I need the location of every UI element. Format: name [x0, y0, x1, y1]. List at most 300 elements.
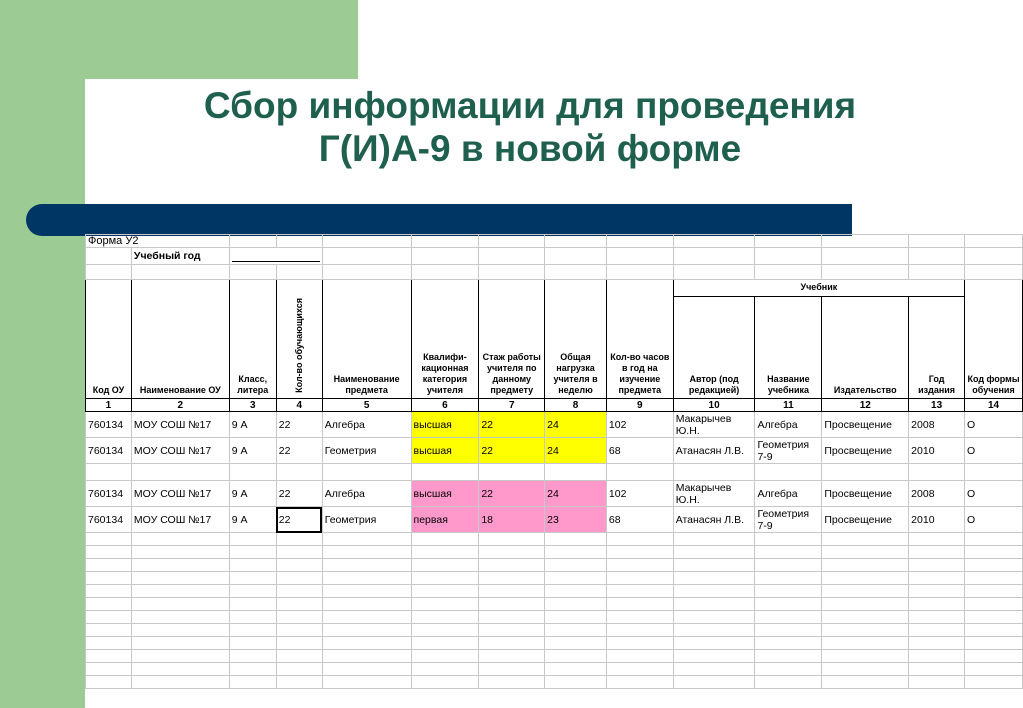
empty-cell[interactable] [606, 585, 673, 598]
empty-cell[interactable] [545, 546, 607, 559]
empty-cell[interactable] [229, 663, 276, 676]
cell-nagruzka[interactable]: 24 [545, 481, 607, 507]
slide-title [100, 84, 960, 170]
empty-cell[interactable] [86, 585, 132, 598]
empty-cell[interactable] [606, 611, 673, 624]
empty-cell[interactable] [479, 611, 545, 624]
header-klass: Класс, литера [229, 280, 276, 399]
cell-izdatelstvo[interactable]: Просвещение [822, 481, 909, 507]
empty-cell[interactable] [545, 585, 607, 598]
header-row-1 [86, 280, 1023, 297]
empty-cell[interactable] [322, 637, 411, 650]
empty-row [86, 598, 1023, 611]
spreadsheet [85, 234, 1023, 689]
empty-cell[interactable] [229, 676, 276, 689]
empty-cell[interactable] [606, 572, 673, 585]
empty-cell[interactable] [479, 464, 545, 481]
year-input-line[interactable] [229, 248, 322, 265]
empty-cell[interactable] [965, 598, 1023, 611]
header-kategoriya: Квалифи-кационная категория учителя [411, 280, 479, 399]
empty-cell[interactable] [909, 598, 965, 611]
cell-kod-ou[interactable]: 760134 [86, 438, 132, 464]
empty-cell[interactable] [909, 637, 965, 650]
cell-predmet[interactable]: Алгебра [322, 412, 411, 438]
empty-cell[interactable] [606, 637, 673, 650]
empty-cell[interactable] [909, 611, 965, 624]
empty-cell[interactable] [822, 533, 909, 546]
empty-cell[interactable] [606, 676, 673, 689]
empty-cell[interactable] [131, 559, 229, 572]
empty-cell[interactable] [276, 533, 322, 546]
empty-cell[interactable] [322, 585, 411, 598]
cell-god[interactable]: 2008 [909, 481, 965, 507]
empty-cell[interactable] [965, 663, 1023, 676]
empty-cell[interactable] [909, 650, 965, 663]
cell-chasov[interactable]: 68 [606, 438, 673, 464]
title-line-1: Сбор информации для проведения [203, 85, 857, 126]
empty-cell[interactable] [822, 585, 909, 598]
cell-avtor[interactable]: Макарычев Ю.Н. [673, 412, 755, 438]
empty-cell[interactable] [276, 611, 322, 624]
empty-cell[interactable] [909, 676, 965, 689]
column-number: 9 [606, 399, 673, 412]
empty-cell[interactable] [322, 572, 411, 585]
empty-cell[interactable] [131, 533, 229, 546]
header-predmet: Наименование предмета [322, 280, 411, 399]
column-number: 8 [545, 399, 607, 412]
empty-cell[interactable] [822, 464, 909, 481]
empty-cell[interactable] [322, 650, 411, 663]
column-number: 4 [276, 399, 322, 412]
empty-cell[interactable] [909, 624, 965, 637]
empty-cell[interactable] [411, 611, 479, 624]
cell-god[interactable]: 2010 [909, 507, 965, 533]
empty-cell[interactable] [131, 598, 229, 611]
year-label: Учебный год [131, 248, 229, 265]
table-row [86, 412, 1023, 438]
empty-cell[interactable] [131, 611, 229, 624]
form-label: Форма У2 [86, 235, 230, 248]
cell-nagruzka[interactable]: 24 [545, 412, 607, 438]
column-number: 13 [909, 399, 965, 412]
empty-cell[interactable] [822, 663, 909, 676]
empty-cell[interactable] [276, 464, 322, 481]
cell-izdatelstvo[interactable]: Просвещение [822, 507, 909, 533]
header-kolvo: Кол-во обучающихся [293, 298, 304, 393]
empty-cell[interactable] [86, 663, 132, 676]
empty-cell[interactable] [673, 650, 755, 663]
title-line-2: Г(И)А-9 в новой форме [318, 128, 742, 169]
empty-cell[interactable] [86, 464, 132, 481]
empty-cell[interactable] [131, 676, 229, 689]
empty-cell[interactable] [909, 559, 965, 572]
column-number: 10 [673, 399, 755, 412]
empty-cell[interactable] [909, 585, 965, 598]
header-chasov: Кол-во часов в год на изучение предмета [606, 280, 673, 399]
empty-cell[interactable] [322, 559, 411, 572]
column-number: 2 [131, 399, 229, 412]
empty-cell[interactable] [755, 598, 822, 611]
empty-cell[interactable] [545, 559, 607, 572]
cell-naimenovanie-ou[interactable]: МОУ СОШ №17 [131, 438, 229, 464]
green-side-band [0, 0, 85, 708]
empty-cell[interactable] [86, 546, 132, 559]
header-nagruzka: Общая нагрузка учителя в неделю [545, 280, 607, 399]
cell-chasov[interactable]: 102 [606, 481, 673, 507]
empty-cell[interactable] [276, 676, 322, 689]
empty-cell[interactable] [86, 559, 132, 572]
empty-cell[interactable] [545, 598, 607, 611]
empty-cell[interactable] [822, 650, 909, 663]
empty-cell[interactable] [606, 559, 673, 572]
empty-cell[interactable] [965, 533, 1023, 546]
cell-avtor[interactable]: Атанасян Л.В. [673, 507, 755, 533]
empty-cell[interactable] [276, 572, 322, 585]
cell-nazvanie[interactable]: Геометрия 7-9 [755, 507, 822, 533]
empty-cell[interactable] [755, 533, 822, 546]
cell-kolvo[interactable]: 22 [276, 481, 322, 507]
cell-god[interactable]: 2008 [909, 412, 965, 438]
empty-row [86, 546, 1023, 559]
cell-klass[interactable]: 9 А [229, 412, 276, 438]
column-number: 1 [86, 399, 132, 412]
empty-cell[interactable] [131, 585, 229, 598]
table-row [86, 507, 1023, 533]
empty-cell[interactable] [131, 650, 229, 663]
year-row [86, 248, 1023, 265]
empty-cell[interactable] [322, 598, 411, 611]
empty-cell[interactable] [606, 624, 673, 637]
cell-stazh[interactable]: 22 [479, 438, 545, 464]
empty-cell[interactable] [673, 598, 755, 611]
table-row [86, 481, 1023, 507]
empty-cell[interactable] [229, 546, 276, 559]
empty-cell[interactable] [411, 572, 479, 585]
cell-klass[interactable]: 9 А [229, 507, 276, 533]
empty-cell[interactable] [131, 663, 229, 676]
cell-kolvo[interactable]: 22 [276, 507, 322, 533]
empty-cell[interactable] [411, 624, 479, 637]
empty-cell[interactable] [822, 546, 909, 559]
empty-cell[interactable] [545, 533, 607, 546]
empty-cell[interactable] [822, 637, 909, 650]
empty-cell[interactable] [673, 663, 755, 676]
empty-cell[interactable] [229, 559, 276, 572]
empty-cell[interactable] [909, 663, 965, 676]
header-nazvanie: Название учебника [755, 297, 822, 399]
column-number: 6 [411, 399, 479, 412]
empty-cell[interactable] [86, 624, 132, 637]
empty-cell[interactable] [86, 598, 132, 611]
column-number: 12 [822, 399, 909, 412]
cell-god[interactable]: 2010 [909, 438, 965, 464]
cell-naimenovanie-ou[interactable]: МОУ СОШ №17 [131, 507, 229, 533]
header-avtor: Автор (под редакцией) [673, 297, 755, 399]
empty-cell[interactable] [673, 585, 755, 598]
empty-cell[interactable] [229, 611, 276, 624]
empty-cell[interactable] [276, 546, 322, 559]
empty-cell[interactable] [479, 676, 545, 689]
empty-cell[interactable] [965, 650, 1023, 663]
empty-cell[interactable] [606, 663, 673, 676]
cell-stazh[interactable]: 22 [479, 412, 545, 438]
empty-row [86, 265, 1023, 280]
empty-cell[interactable] [86, 637, 132, 650]
header-god: Год издания [909, 297, 965, 399]
empty-cell[interactable] [131, 546, 229, 559]
empty-cell[interactable] [755, 663, 822, 676]
cell-klass[interactable]: 9 А [229, 438, 276, 464]
empty-cell[interactable] [131, 572, 229, 585]
empty-cell[interactable] [276, 585, 322, 598]
empty-cell[interactable] [411, 676, 479, 689]
cell-predmet[interactable]: Геометрия [322, 507, 411, 533]
empty-cell[interactable] [229, 464, 276, 481]
empty-cell[interactable] [86, 676, 132, 689]
empty-cell[interactable] [322, 546, 411, 559]
form-row [86, 235, 1023, 248]
cell-nazvanie[interactable]: Алгебра [755, 481, 822, 507]
header-izdatelstvo: Издательство [822, 297, 909, 399]
cell-nazvanie[interactable]: Геометрия 7-9 [755, 438, 822, 464]
column-number: 5 [322, 399, 411, 412]
empty-cell[interactable] [673, 464, 755, 481]
cell-kod-ou[interactable]: 760134 [86, 412, 132, 438]
empty-cell[interactable] [673, 546, 755, 559]
empty-cell[interactable] [545, 663, 607, 676]
empty-cell[interactable] [276, 650, 322, 663]
empty-cell[interactable] [755, 624, 822, 637]
table-row [86, 438, 1023, 464]
empty-cell[interactable] [545, 572, 607, 585]
empty-cell[interactable] [965, 559, 1023, 572]
empty-cell[interactable] [965, 624, 1023, 637]
empty-row [86, 585, 1023, 598]
header-stazh: Стаж работы учителя по данному предмету [479, 280, 545, 399]
empty-cell[interactable] [411, 559, 479, 572]
cell-kolvo[interactable]: 22 [276, 412, 322, 438]
empty-cell[interactable] [411, 637, 479, 650]
empty-row [86, 637, 1023, 650]
cell-kategoriya[interactable]: высшая [411, 438, 479, 464]
cell-kod-ou[interactable]: 760134 [86, 507, 132, 533]
empty-cell[interactable] [755, 650, 822, 663]
empty-cell[interactable] [755, 676, 822, 689]
column-number-row [86, 399, 1023, 412]
empty-cell[interactable] [131, 637, 229, 650]
header-kod-ou: Код ОУ [86, 280, 132, 399]
empty-cell[interactable] [965, 585, 1023, 598]
empty-cell[interactable] [755, 546, 822, 559]
empty-cell[interactable] [229, 585, 276, 598]
empty-cell[interactable] [411, 533, 479, 546]
empty-cell[interactable] [276, 663, 322, 676]
empty-cell[interactable] [545, 676, 607, 689]
empty-cell[interactable] [822, 598, 909, 611]
empty-cell[interactable] [755, 572, 822, 585]
cell-izdatelstvo[interactable]: Просвещение [822, 438, 909, 464]
cell-stazh[interactable]: 22 [479, 481, 545, 507]
empty-cell[interactable] [276, 637, 322, 650]
cell-avtor[interactable]: Макарычев Ю.Н. [673, 481, 755, 507]
empty-cell[interactable] [479, 533, 545, 546]
empty-cell[interactable] [673, 611, 755, 624]
cell-kod-formy[interactable]: О [965, 481, 1023, 507]
cell-avtor[interactable]: Атанасян Л.В. [673, 438, 755, 464]
cell-nagruzka[interactable]: 24 [545, 438, 607, 464]
empty-cell[interactable] [673, 676, 755, 689]
empty-cell[interactable] [322, 624, 411, 637]
column-number: 3 [229, 399, 276, 412]
empty-cell[interactable] [673, 572, 755, 585]
empty-cell[interactable] [411, 663, 479, 676]
empty-cell[interactable] [965, 637, 1023, 650]
empty-cell[interactable] [673, 559, 755, 572]
empty-cell[interactable] [479, 585, 545, 598]
empty-cell[interactable] [822, 676, 909, 689]
empty-cell[interactable] [322, 663, 411, 676]
cell-chasov[interactable]: 102 [606, 412, 673, 438]
empty-cell[interactable] [479, 650, 545, 663]
empty-row [86, 624, 1023, 637]
empty-cell[interactable] [673, 533, 755, 546]
empty-cell[interactable] [545, 611, 607, 624]
empty-cell[interactable] [411, 585, 479, 598]
green-top-band [0, 0, 358, 79]
empty-cell[interactable] [229, 650, 276, 663]
empty-cell[interactable] [479, 598, 545, 611]
empty-cell[interactable] [229, 533, 276, 546]
empty-cell[interactable] [411, 650, 479, 663]
cell-chasov[interactable]: 68 [606, 507, 673, 533]
empty-cell[interactable] [755, 611, 822, 624]
cell-kategoriya[interactable]: высшая [411, 481, 479, 507]
cell-kod-formy[interactable]: О [965, 438, 1023, 464]
empty-cell[interactable] [606, 598, 673, 611]
empty-cell[interactable] [822, 624, 909, 637]
empty-cell[interactable] [276, 559, 322, 572]
header-kolvo-cell [276, 280, 322, 399]
empty-row [86, 650, 1023, 663]
empty-cell[interactable] [131, 624, 229, 637]
cell-kod-formy[interactable]: О [965, 412, 1023, 438]
cell-kolvo[interactable]: 22 [276, 438, 322, 464]
empty-cell[interactable] [545, 637, 607, 650]
empty-cell[interactable] [479, 637, 545, 650]
empty-cell[interactable] [909, 464, 965, 481]
empty-cell[interactable] [909, 533, 965, 546]
empty-cell[interactable] [909, 572, 965, 585]
empty-row [86, 572, 1023, 585]
empty-cell[interactable] [322, 533, 411, 546]
empty-cell[interactable] [755, 637, 822, 650]
column-number: 11 [755, 399, 822, 412]
empty-cell[interactable] [755, 585, 822, 598]
empty-cell[interactable] [755, 559, 822, 572]
empty-cell[interactable] [229, 637, 276, 650]
empty-cell[interactable] [755, 464, 822, 481]
empty-cell[interactable] [822, 559, 909, 572]
column-number: 7 [479, 399, 545, 412]
empty-cell[interactable] [909, 546, 965, 559]
empty-cell[interactable] [322, 676, 411, 689]
empty-cell[interactable] [673, 624, 755, 637]
cell-nagruzka[interactable]: 23 [545, 507, 607, 533]
empty-cell[interactable] [86, 533, 132, 546]
cell-klass[interactable]: 9 А [229, 481, 276, 507]
empty-cell[interactable] [479, 559, 545, 572]
empty-cell[interactable] [479, 572, 545, 585]
empty-cell[interactable] [673, 637, 755, 650]
empty-cell[interactable] [86, 650, 132, 663]
cell-naimenovanie-ou[interactable]: МОУ СОШ №17 [131, 412, 229, 438]
header-naimenovanie-ou: Наименование ОУ [131, 280, 229, 399]
empty-cell[interactable] [479, 546, 545, 559]
empty-cell[interactable] [545, 624, 607, 637]
empty-cell[interactable] [965, 611, 1023, 624]
header-kod-formy: Код формы обучения [965, 280, 1023, 399]
cell-predmet[interactable]: Геометрия [322, 438, 411, 464]
cell-naimenovanie-ou[interactable]: МОУ СОШ №17 [131, 481, 229, 507]
empty-row [86, 533, 1023, 546]
empty-row [86, 676, 1023, 689]
empty-cell[interactable] [322, 611, 411, 624]
empty-row [86, 663, 1023, 676]
empty-cell[interactable] [606, 464, 673, 481]
header-uchebnik-group: Учебник [673, 280, 964, 297]
empty-cell[interactable] [229, 624, 276, 637]
cell-kategoriya[interactable]: высшая [411, 412, 479, 438]
empty-cell[interactable] [606, 650, 673, 663]
empty-cell[interactable] [411, 546, 479, 559]
cell-kod-formy[interactable]: О [965, 507, 1023, 533]
empty-cell[interactable] [276, 624, 322, 637]
empty-cell[interactable] [411, 598, 479, 611]
cell-predmet[interactable]: Алгебра [322, 481, 411, 507]
empty-cell[interactable] [479, 624, 545, 637]
empty-cell[interactable] [606, 546, 673, 559]
empty-cell[interactable] [229, 598, 276, 611]
empty-cell[interactable] [545, 650, 607, 663]
empty-cell[interactable] [545, 464, 607, 481]
cell-izdatelstvo[interactable]: Просвещение [822, 412, 909, 438]
empty-cell[interactable] [86, 611, 132, 624]
empty-cell[interactable] [411, 464, 479, 481]
column-number: 14 [965, 399, 1023, 412]
empty-cell[interactable] [606, 533, 673, 546]
empty-cell[interactable] [86, 572, 132, 585]
empty-cell[interactable] [965, 464, 1023, 481]
empty-cell[interactable] [131, 464, 229, 481]
empty-row [86, 464, 1023, 481]
empty-cell[interactable] [276, 598, 322, 611]
navy-divider-bar [26, 204, 852, 236]
cell-kategoriya[interactable]: первая [411, 507, 479, 533]
cell-stazh[interactable]: 18 [479, 507, 545, 533]
empty-cell[interactable] [965, 572, 1023, 585]
empty-cell[interactable] [322, 464, 411, 481]
empty-cell[interactable] [822, 611, 909, 624]
empty-cell[interactable] [822, 572, 909, 585]
empty-cell[interactable] [965, 546, 1023, 559]
empty-cell[interactable] [229, 572, 276, 585]
empty-cell[interactable] [965, 676, 1023, 689]
cell-kod-ou[interactable]: 760134 [86, 481, 132, 507]
empty-row [86, 559, 1023, 572]
empty-row [86, 611, 1023, 624]
empty-cell[interactable] [479, 663, 545, 676]
cell-nazvanie[interactable]: Алгебра [755, 412, 822, 438]
